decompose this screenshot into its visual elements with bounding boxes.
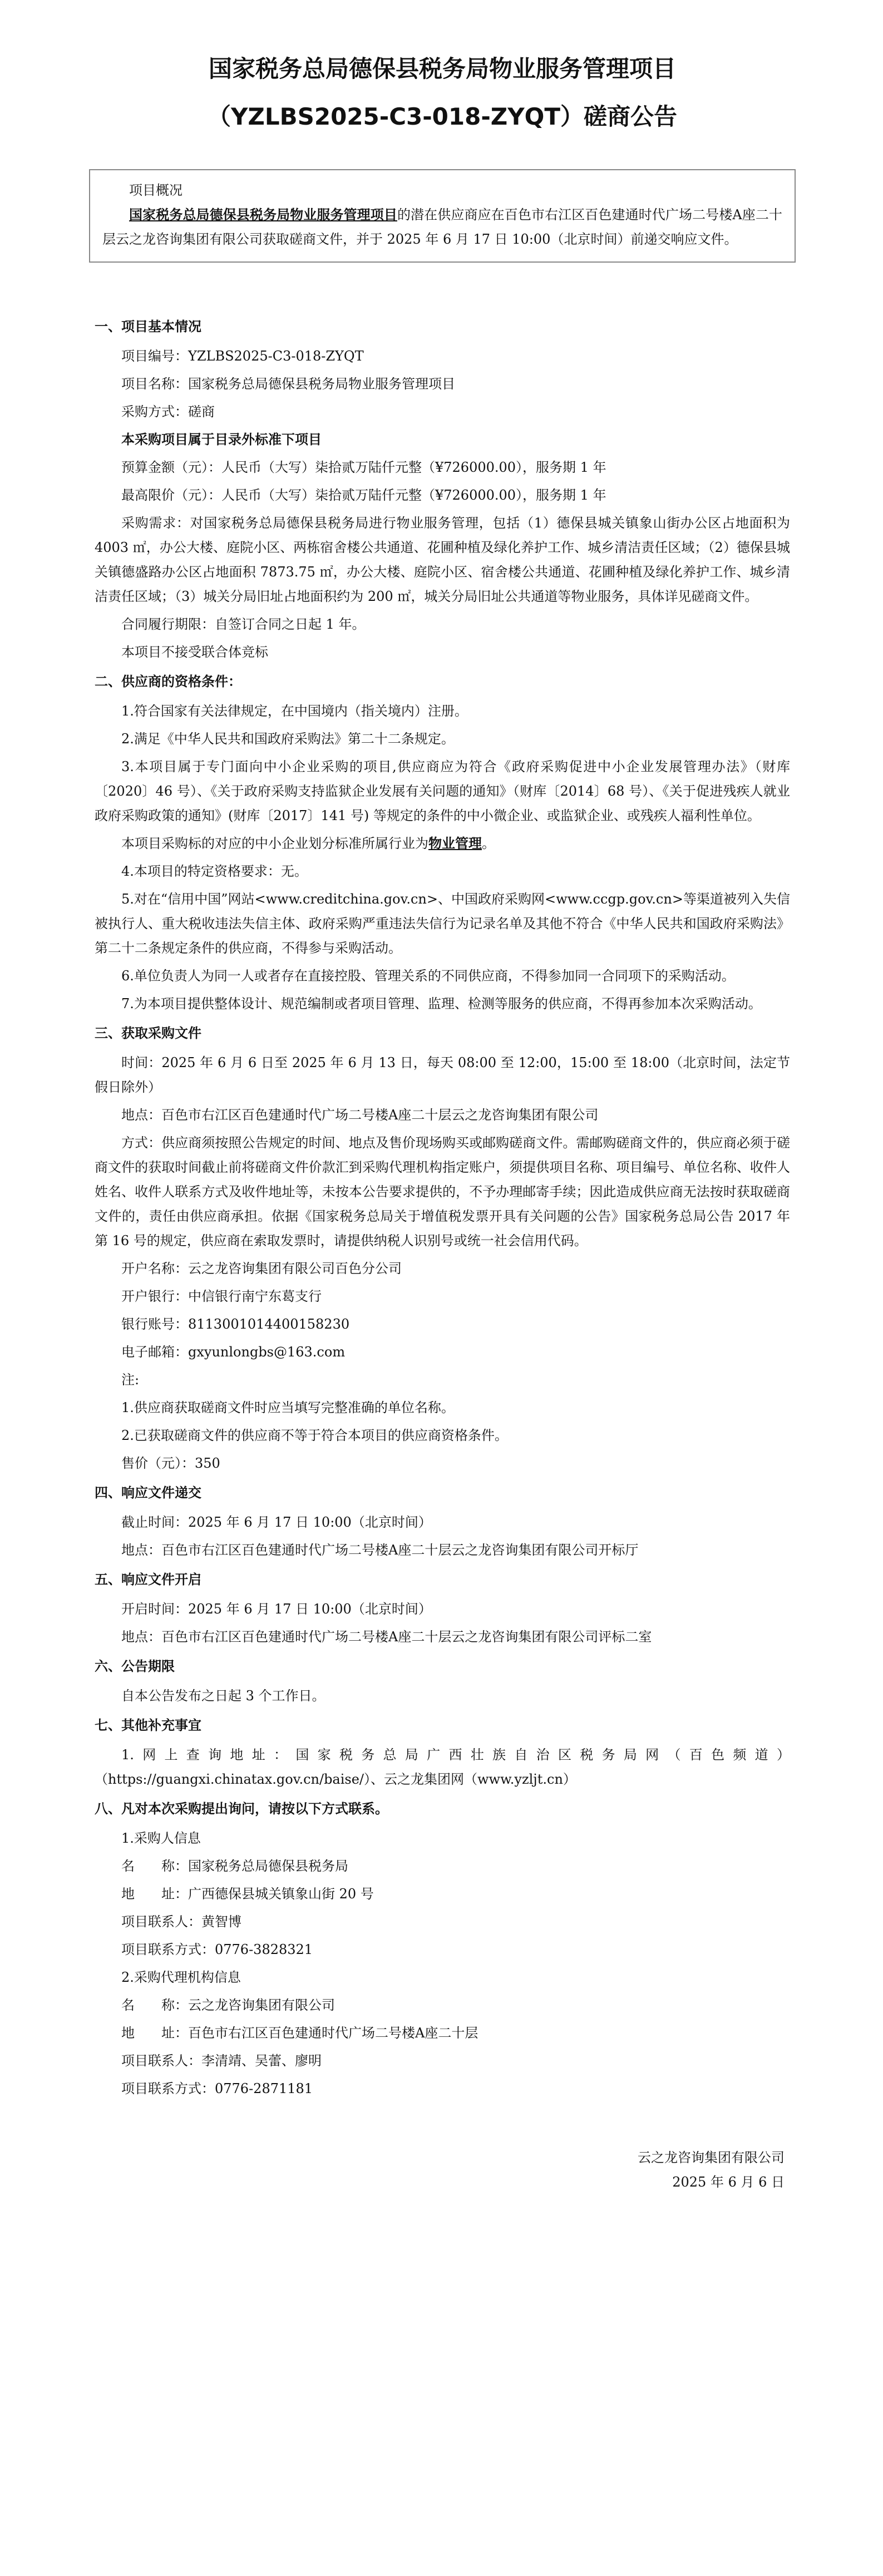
announcement-period: 自本公告发布之日起 3 个工作日。 (121, 1688, 325, 1704)
max-price: 最高限价（元）：人民币（大写）柒拾贰万陆仟元整（¥726000.00），服务期 1 年 (121, 487, 606, 503)
qualification-7: 7.为本项目提供整体设计、规范编制或者项目管理、监理、检测等服务的供应商，不得再参加本次采购活动。 (121, 996, 762, 1011)
online-query-address: 1.网上查询地址：国家税务总局广西壮族自治区税务局网（百色频道）（https://guangxi.chinatax.gov.cn/baise/）、云之龙集团网（www.yzljt.cn） (95, 1747, 790, 1787)
project-overview-box (89, 169, 796, 263)
procurement-requirement: 采购需求：对国家税务总局德保县税务局进行物业服务管理，包括（1）德保县城关镇象山街办公区占地面积为 4003 ㎡，办公大楼、庭院小区、两栋宿舍楼公共通道、花圃种植及绿化养护工作、城乡清洁责任区域；（2）德保县城关镇德盛路办公区占地面积 7873.75 ㎡，办公大楼、庭院小区、宿舍楼公共通道、花圃种植及绿化养护工作、城乡清洁责任区域；（3）城关分局旧址占地面积约为 200 ㎡，城关分局旧址公共通道等物业服务，具体详见磋商文件。 (95, 515, 790, 604)
submission-location: 地点：百色市右江区百色建通时代广场二号楼A座二十层云之龙咨询集团有限公司开标厅 (121, 1542, 639, 1558)
obtain-location: 地点：百色市右江区百色建通时代广场二号楼A座二十层云之龙咨询集团有限公司 (121, 1107, 599, 1123)
consortium-note: 本项目不接受联合体竞标 (121, 644, 268, 660)
purchaser-name: 名 称：国家税务总局德保县税务局 (121, 1858, 348, 1874)
announcement-page (95, 0, 790, 2194)
purchaser-contact: 项目联系人：黄智博 (121, 1914, 241, 1929)
obtain-method: 方式：供应商须按照公告规定的时间、地点及售价现场购买或邮购磋商文件。需邮购磋商文件的，供应商必须于磋商文件的获取时间截止前将磋商文件价款汇到采购代理机构指定账户，须提供项目名称、项目编号、单位名称、收件人姓名、收件人联系方式及收件地址等，未按本公告要求提供的，不予办理邮寄手续；因此造成供应商无法按时获取磋商文件的，责任由供应商承担。依据《国家税务总局关于增值税发票开具有关问题的公告》国家税务总局公告 2017 年第 16 号的规定，供应商在索取发票时，请提供纳税人识别号或统一社会信用代码。 (95, 1135, 790, 1248)
purchaser-info-label: 1.采购人信息 (121, 1830, 201, 1846)
agency-contacts: 项目联系人：李清靖、吴蕾、廖明 (121, 2053, 322, 2069)
doc-title-line1: 国家税务总局德保县税务局物业服务管理项目 (208, 55, 676, 82)
section-heading-7: 七、其他补充事宜 (95, 1718, 201, 1733)
contact-email: 电子邮箱：gxyunlongbs@163.com (121, 1344, 346, 1360)
qualification-4: 4.本项目的特定资格要求：无。 (121, 863, 308, 879)
catalog-note: 本采购项目属于目录外标准下项目 (121, 431, 322, 447)
signature-company: 云之龙咨询集团有限公司 (638, 2150, 785, 2165)
overview-body (102, 203, 782, 251)
qualification-1: 1.符合国家有关法律规定，在中国境内（指关境内）注册。 (121, 703, 468, 719)
contract-period: 合同履行期限：自签订合同之日起 1 年。 (121, 616, 366, 632)
budget-amount: 预算金额（元）：人民币（大写）柒拾贰万陆仟元整（¥726000.00），服务期 1 年 (121, 460, 606, 475)
overview-project-name: 国家税务总局德保县税务局物业服务管理项目 (129, 206, 397, 223)
industry-standard-text: 本项目采购标的对应的中小企业划分标准所属行业为 (121, 836, 428, 851)
purchaser-phone: 项目联系方式：0776-3828321 (121, 1942, 313, 1957)
agency-info-label: 2.采购代理机构信息 (121, 1970, 241, 1985)
procurement-method: 采购方式：磋商 (121, 404, 215, 420)
announcement-content (95, 313, 790, 2101)
agency-name: 名 称：云之龙咨询集团有限公司 (121, 1997, 335, 2013)
section-heading-3: 三、获取采购文件 (95, 1025, 201, 1041)
qualification-6: 6.单位负责人为同一人或者存在直接控股、管理关系的不同供应商，不得参加同一合同项下的采购活动。 (121, 968, 735, 984)
agency-phone: 项目联系方式：0776-2871181 (121, 2081, 313, 2096)
opening-time: 开启时间：2025 年 6 月 17 日 10:00（北京时间） (121, 1601, 432, 1617)
bank-name: 开户银行：中信银行南宁东葛支行 (121, 1289, 322, 1304)
industry-standard (95, 831, 790, 856)
note-label: 注: (121, 1372, 140, 1388)
section-heading-5: 五、响应文件开启 (95, 1572, 201, 1587)
industry-name: 物业管理 (428, 835, 482, 851)
submission-deadline: 截止时间：2025 年 6 月 17 日 10:00（北京时间） (121, 1514, 432, 1530)
section-heading-4: 四、响应文件递交 (95, 1485, 201, 1501)
bank-account: 银行账号：8113001014400158230 (121, 1316, 350, 1332)
signature-block (95, 2145, 790, 2194)
qualification-3: 3.本项目属于专门面向中小企业采购的项目,供应商应为符合《政府采购促进中小企业发展管理办法》（财库〔2020〕46 号）、《关于政府采购支持监狱企业发展有关问题的通知》（财库〔2014〕68 号）、《关于促进残疾人就业政府采购政策的通知》(财库〔2017〕141 号) 等规定的条件的中小微企业、或监狱企业、或残疾人福利性单位。 (95, 759, 790, 823)
qualification-2: 2.满足《中华人民共和国政府采购法》第二十二条规定。 (121, 731, 455, 747)
doc-title-line2: （YZLBS2025-C3-018-ZYQT）磋商公告 (207, 103, 678, 130)
account-name: 开户名称：云之龙咨询集团有限公司百色分公司 (121, 1261, 402, 1276)
project-number: 项目编号：YZLBS2025-C3-018-ZYQT (121, 348, 364, 364)
section-heading-2: 二、供应商的资格条件： (95, 674, 241, 689)
industry-standard-end: 。 (482, 836, 495, 851)
project-name: 项目名称：国家税务总局德保县税务局物业服务管理项目 (121, 376, 455, 392)
section-heading-6: 六、公告期限 (95, 1659, 175, 1674)
qualification-5: 5.对在“信用中国”网站<www.creditchina.gov.cn>、中国政府采购网<www.ccgp.gov.cn>等渠道被列入失信被执行人、重大税收违法失信主体、政府采购严重违法失信行为记录名单及其他不符合《中华人民共和国政府采购法》第二十二条规定条件的供应商，不得参与采购活动。 (95, 891, 790, 956)
section-heading-8: 八、凡对本次采购提出询问，请按以下方式联系。 (95, 1801, 388, 1817)
overview-heading: 项目概况 (129, 182, 182, 198)
agency-address: 地 址：百色市右江区百色建通时代广场二号楼A座二十层 (121, 2025, 479, 2041)
opening-location: 地点：百色市右江区百色建通时代广场二号楼A座二十层云之龙咨询集团有限公司评标二室 (121, 1629, 652, 1645)
purchaser-address: 地 址：广西德保县城关镇象山街 20 号 (121, 1886, 374, 1902)
price: 售价（元）：350 (121, 1455, 220, 1471)
note-1: 1.供应商获取磋商文件时应当填写完整准确的单位名称。 (121, 1400, 455, 1415)
overview-body-text: 的潜在供应商应在百色市右江区百色建通时代广场二号楼A座二十层云之龙咨询集团有限公司获取磋商文件，并于 2025 年 6 月 17 日 10:00（北京时间）前递交响应文件。 (102, 207, 782, 247)
obtain-time: 时间：2025 年 6 月 6 日至 2025 年 6 月 13 日，每天 08:00 至 12:00，15:00 至 18:00（北京时间，法定节假日除外） (95, 1055, 790, 1095)
section-heading-1: 一、项目基本情况 (95, 319, 201, 334)
signature-date: 2025 年 6 月 6 日 (672, 2174, 785, 2190)
note-2: 2.已获取磋商文件的供应商不等于符合本项目的供应商资格条件。 (121, 1428, 508, 1443)
